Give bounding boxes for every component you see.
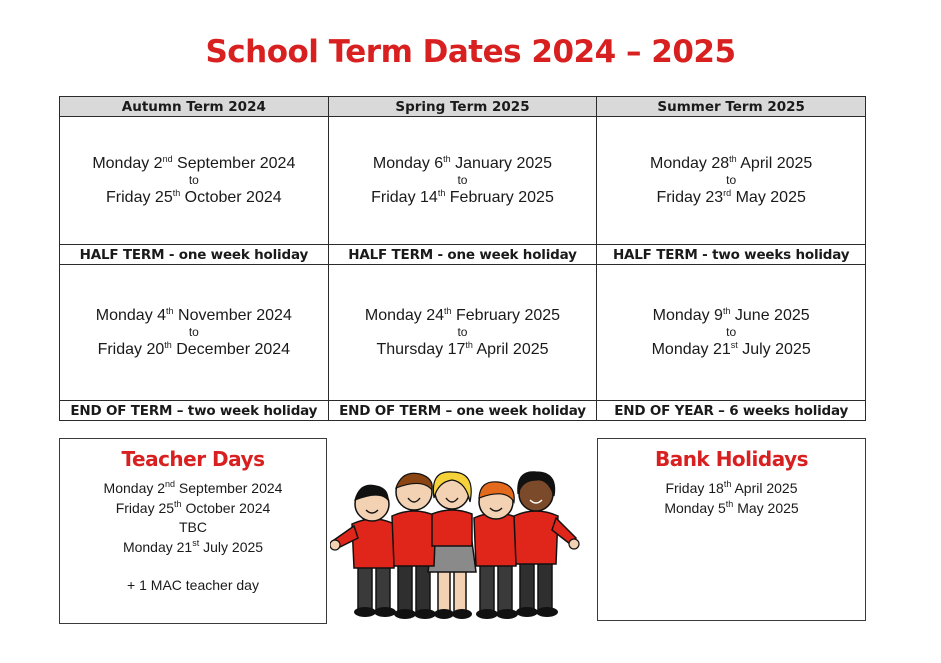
to-label: to: [188, 325, 199, 339]
end-date: Friday 14th February 2025: [371, 188, 554, 206]
teacher-day-line: Monday 2nd September 2024: [103, 479, 283, 496]
teacher-days-title: Teacher Days: [121, 447, 265, 471]
end-of-term-label: END OF YEAR – 6 weeks holiday: [597, 401, 866, 421]
to-label: to: [457, 173, 468, 187]
teacher-days-box: [59, 438, 327, 624]
end-date: Friday 25th October 2024: [106, 188, 282, 206]
teacher-day-line: TBC: [179, 519, 207, 535]
bank-holidays-title: Bank Holidays: [654, 447, 809, 471]
end-date: Friday 20th December 2024: [97, 340, 291, 358]
start-date: Monday 24th February 2025: [364, 306, 561, 324]
half-term-label: HALF TERM - one week holiday: [328, 245, 597, 265]
end-of-term-label: END OF TERM – two week holiday: [60, 401, 329, 421]
start-date: Monday 9th June 2025: [652, 306, 810, 324]
date-range-cell: [60, 265, 329, 401]
term-header: Autumn Term 2024: [60, 97, 329, 117]
end-of-term-row: [60, 401, 866, 421]
end-date: Monday 21st July 2025: [651, 340, 811, 358]
bank-holiday-line: Friday 18th April 2025: [665, 479, 798, 496]
end-date: Friday 23rd May 2025: [656, 188, 806, 206]
term-header: Spring Term 2025: [328, 97, 597, 117]
bank-holidays-box: [597, 438, 866, 621]
start-date: Monday 28th April 2025: [650, 154, 813, 172]
start-date: Monday 4th November 2024: [95, 306, 292, 324]
date-range-cell: [328, 117, 597, 245]
start-date: Monday 2nd September 2024: [92, 154, 296, 172]
children-group-icon: [330, 458, 584, 620]
to-label: to: [457, 325, 468, 339]
term-dates-table: [59, 96, 866, 421]
to-label: to: [726, 173, 737, 187]
date-range-cell: [597, 265, 866, 401]
half-term-label: HALF TERM - two weeks holiday: [597, 245, 866, 265]
teacher-day-line: Monday 21st July 2025: [122, 537, 264, 555]
second-half-row: [60, 265, 866, 401]
date-range-cell: [328, 265, 597, 401]
to-label: to: [188, 173, 199, 187]
teacher-day-extra: + 1 MAC teacher day: [127, 577, 259, 593]
to-label: to: [726, 325, 737, 339]
term-header: Summer Term 2025: [597, 97, 866, 117]
teacher-day-line: Friday 25th October 2024: [115, 498, 271, 516]
page-title: School Term Dates 2024 – 2025: [205, 34, 736, 70]
end-of-term-label: END OF TERM – one week holiday: [328, 401, 597, 421]
start-date: Monday 6th January 2025: [372, 154, 553, 172]
first-half-row: [60, 117, 866, 245]
end-date: Thursday 17th April 2025: [376, 340, 549, 358]
bank-holiday-line: Monday 5th May 2025: [664, 498, 799, 516]
date-range-cell: [60, 117, 329, 245]
date-range-cell: [597, 117, 866, 245]
half-term-label: HALF TERM - one week holiday: [60, 245, 329, 265]
half-term-row: [60, 245, 866, 265]
table-header-row: [60, 97, 866, 117]
